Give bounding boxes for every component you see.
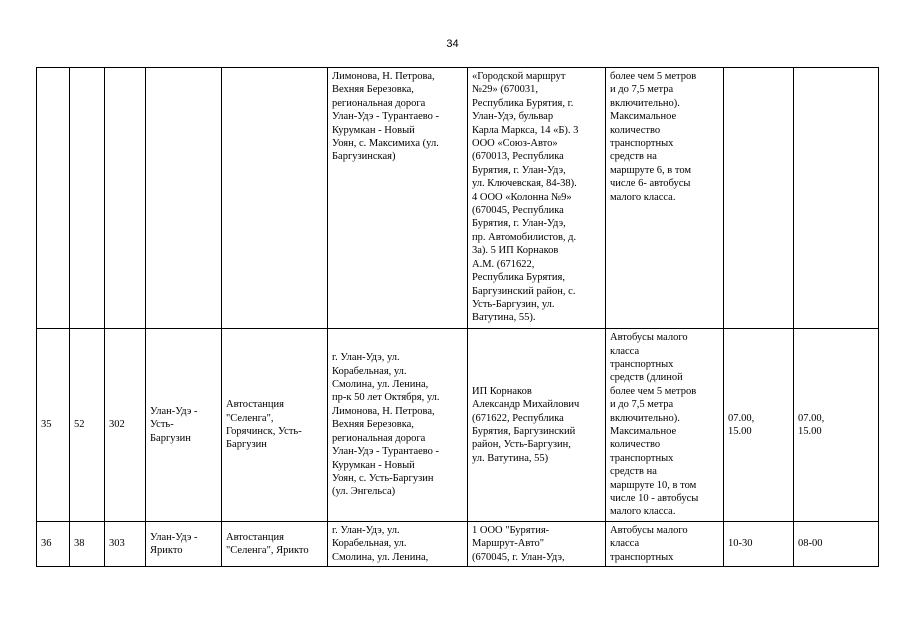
cell-route-number: 302: [105, 329, 146, 522]
cell-vehicles: более чем 5 метров и до 7,5 метра включительно). Максимальное количество транспортных средств на маршруте 6, в том числе 6- автобусы малого класса.: [606, 68, 724, 329]
table-row: [37, 522, 879, 567]
cell-reg-number: [70, 68, 105, 329]
cell-carrier: 1 ООО "Бурятия- Маршрут-Авто" (670045, г. Улан-Удэ,: [468, 522, 606, 567]
cell-stops: [222, 68, 328, 329]
cell-time-end: 07.00, 15.00: [794, 329, 879, 522]
cell-route-name: Улан-Удэ - Усть- Баргузин: [146, 329, 222, 522]
cell-time-start: 10-30: [724, 522, 794, 567]
cell-time-end: [794, 68, 879, 329]
table-row: [37, 329, 879, 522]
cell-stops: Автостанция "Селенга", Горячинск, Усть- Баргузин: [222, 329, 328, 522]
page-number: 34: [446, 38, 459, 50]
routes-table: [36, 67, 879, 567]
cell-stops: Автостанция "Селенга", Ярикто: [222, 522, 328, 567]
cell-carrier: «Городской маршрут №29» (670031, Республика Бурятия, г. Улан-Удэ, бульвар Карла Маркса, 14 «Б). 3 ООО «Союз-Авто» (670013, Республика Бурятия, г. Улан-Удэ, ул. Ключевская, 84-38). 4 ООО «Колонна №9» (670045, Республика Бурятия, г. Улан-Удэ, пр. Автомобилистов, д. 3а). 5 ИП Корнаков А.М. (671622, Республика Бурятия, Баргузинский район, с. Усть-Баргузин, ул. Ватутина, 55).: [468, 68, 606, 329]
cell-route-number: [105, 68, 146, 329]
cell-number: 35: [37, 329, 70, 522]
cell-path: г. Улан-Удэ, ул. Корабельная, ул. Смолина, ул. Ленина,: [328, 522, 468, 567]
cell-number: 36: [37, 522, 70, 567]
cell-vehicles: Автобусы малого класса транспортных: [606, 522, 724, 567]
cell-number: [37, 68, 70, 329]
cell-time-start: [724, 68, 794, 329]
cell-vehicles: Автобусы малого класса транспортных средств (длиной более чем 5 метров и до 7,5 метра включительно). Максимальное количество транспортных средств на маршруте 10, в том числе 10 - автобусы малого класса.: [606, 329, 724, 522]
table-row: [37, 68, 879, 329]
cell-reg-number: 52: [70, 329, 105, 522]
cell-reg-number: 38: [70, 522, 105, 567]
cell-route-name: Улан-Удэ - Ярикто: [146, 522, 222, 567]
cell-time-start: 07.00, 15.00: [724, 329, 794, 522]
cell-route-number: 303: [105, 522, 146, 567]
cell-route-name: [146, 68, 222, 329]
cell-path: г. Улан-Удэ, ул. Корабельная, ул. Смолина, ул. Ленина, пр-к 50 лет Октября, ул. Лимонова, Н. Петрова, Вехняя Березовка, региональная дорога Улан-Удэ - Турантаево - Курумкан - Новый Уоян, с. Усть-Баргузин (ул. Энгельса): [328, 329, 468, 522]
cell-carrier: ИП Корнаков Александр Михайлович (671622, Республика Бурятия, Баргузинский район, Усть-Баргузин, ул. Ватутина, 55): [468, 329, 606, 522]
cell-time-end: 08-00: [794, 522, 879, 567]
cell-path: Лимонова, Н. Петрова, Вехняя Березовка, региональная дорога Улан-Удэ - Турантаево - Курумкан - Новый Уоян, с. Максимиха (ул. Баргузинская): [328, 68, 468, 329]
